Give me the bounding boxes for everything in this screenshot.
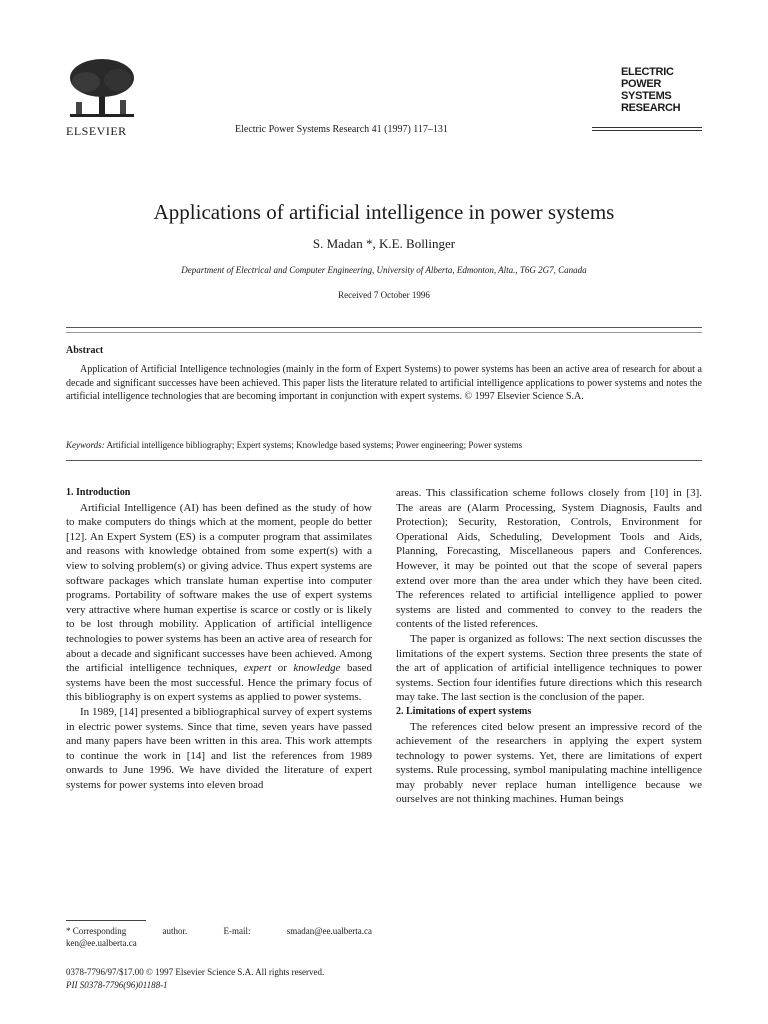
section-heading: 2. Limitations of expert systems [396,705,532,717]
publisher-name: ELSEVIER [66,124,127,138]
section-heading: 1. Introduction [66,487,131,498]
journal-logo-line: POWER [621,78,662,90]
paragraph-text: Artificial Intelligence (AI) has been defined as the study of how to make computers do things which at the moment, people do better [12]. An Expert System (ES) is a computer program that assimilates and reasons with knowledge obtained from some expert(s) with a view to solving problem(s) or giving advice. Thus expert systems are software packages which translate human expertise into computer programs. Portability of software makes the use of expert systems very attractive where human expertise is scarce or costly or is likely to be lost through mobility. Application of artificial intelligence technologies to power systems has been an active area of research for about a decade and significant successes have been achieved. Among the artificial intelligence techniques, [66,501,372,675]
paragraph [66,501,372,705]
elsevier-tree-logo-icon [66,56,138,120]
journal-logo [621,66,701,114]
paragraph-text: based systems have been the most successful. Hence the primary focus of this bibliography is on expert systems as applied to power systems. [66,662,373,704]
copyright-block [66,966,324,992]
journal-citation: Electric Power Systems Research 41 (1997) 117–131 [235,124,448,135]
footnote-word: author. [162,926,188,936]
emphasis: knowledge [293,662,341,675]
abstract-heading: Abstract [66,345,104,356]
left-column [66,486,372,792]
received-date: Received 7 October 1996 [338,290,430,300]
keywords-list: Artificial intelligence bibliography; Expert systems; Knowledge based systems; Power engineering; Power systems [106,440,523,450]
article-authors: S. Madan *, K.E. Bollinger [312,236,456,251]
paragraph: The references cited below present an impressive record of the achievement of the researchers in applying the expert system technology to power systems. Yet, there are limitations of expert systems. Rule processing, symbol manipulating machine intelligence may probably never replace human intelligence because we ourselves are not thinking machines. Human beings [396,720,702,806]
footnote-marker: * Corresponding [66,926,127,936]
author-email: smadan@ee.ualberta.ca [286,926,372,936]
divider [66,460,702,461]
paragraph-text: or [271,662,294,675]
divider [66,327,702,328]
journal-logo-line: ELECTRIC [621,66,674,78]
paragraph: The paper is organized as follows: The next section discusses the limitations of the expert systems. Section three presents the state of the art of application of artificial intelligence techniques to power systems. Section four identifies future directions which this research may take. The last section is the conclusion of the paper. [396,632,702,704]
paragraph: In 1989, [14] presented a bibliographical survey of expert systems in electric power systems. Since that time, seven years have passed and many papers have been written in this area. This work attempts to continue the work in [14] and list the references from 1989 onwards to June 1996. We have divided the literature of expert systems for power systems into eleven broad [66,705,372,791]
keywords [66,440,702,450]
divider [66,332,702,333]
footnote [66,926,372,949]
article-title: Applications of artificial intelligence in power systems [153,200,615,224]
journal-logo-line: SYSTEMS [621,90,672,102]
copyright-line: 0378-7796/97/$17.00 © 1997 Elsevier Science S.A. All rights reserved. [66,967,325,977]
journal-logo-rule [592,130,702,131]
author-email: ken@ee.ualberta.ca [66,937,137,948]
footnote-word: E-mail: [223,926,251,936]
author-affiliation: Department of Electrical and Computer Engineering, University of Alberta, Edmonton, Alta., T6G 2G7, Canada [181,265,587,275]
paragraph: areas. This classification scheme follows closely from [10] in [3]. The areas are (Alarm Processing, System Diagnosis, Faults and Protection); Security, Restoration, Controls, Environment for Operational Aids, Scheduling, Development Tools and Aids, Planning, Forecasting, Miscellaneous papers and Conferences. However, it may be pointed out that the scope of several papers extend over more than the area under which they have been cited. The references related to artificial intelligence applied to power systems are listed and commented to convey to the readers the contents of the listed references. [396,487,702,631]
right-column [396,486,702,807]
footnote-line [66,926,372,938]
emphasis: expert [243,662,272,675]
journal-logo-rule [592,127,702,128]
pii-line: PII S0378-7796(96)01188-1 [66,980,168,990]
footnote-rule [66,920,146,921]
abstract-text: Application of Artificial Intelligence technologies (mainly in the form of Expert Systems) to power systems has been an active area of research for about a decade and significant successes have been achieved. This paper lists the literature related to artificial intelligence applications to power systems and notes the artificial intelligence technologies that are becoming important in conjunction with expert systems. © 1997 Elsevier Science S.A. [66,364,702,402]
keywords-label: Keywords: [66,440,105,450]
journal-logo-line: RESEARCH [621,102,681,114]
